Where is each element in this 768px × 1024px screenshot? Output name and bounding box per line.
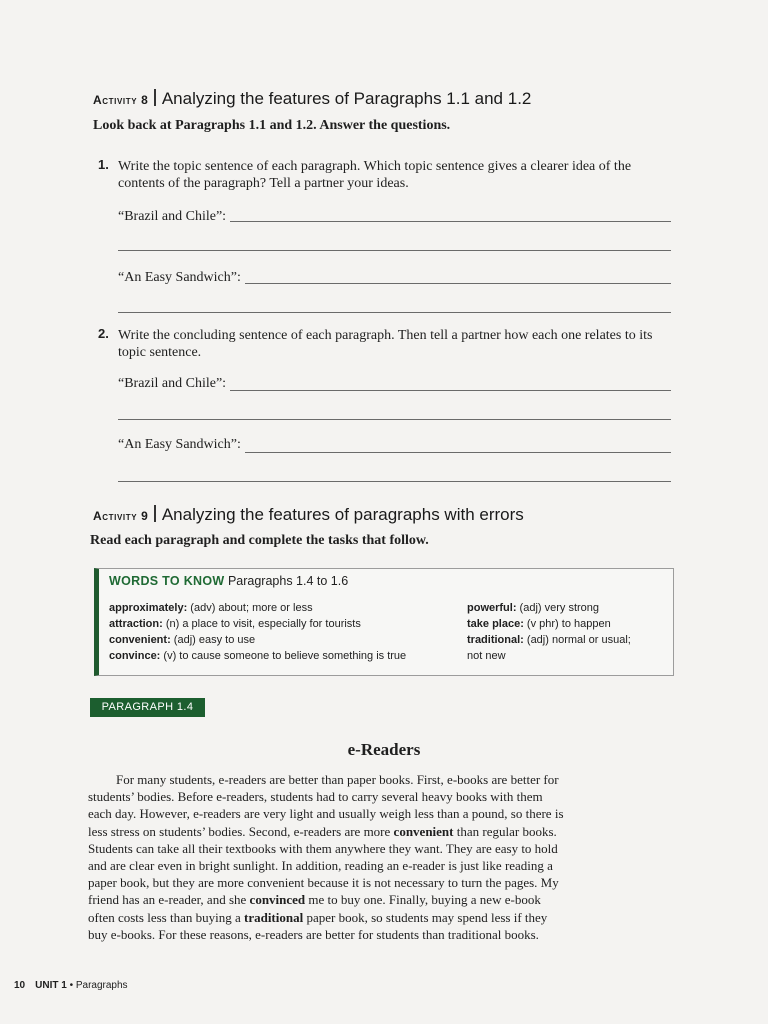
q2-easy-sandwich-label: “An Easy Sandwich”: — [118, 437, 241, 452]
activity-8-label: Activity 8 — [93, 93, 149, 107]
vocab-entry: powerful: (adj) very strong — [467, 602, 600, 614]
words-to-know-box — [94, 568, 674, 676]
activity-9-label: Activity 9 — [93, 509, 149, 523]
reading-text: each day. However, e-readers are very light and usually weigh less than a pound, so there is — [88, 806, 564, 822]
vocab-highlight: convenient — [393, 823, 454, 839]
reading-line — [88, 909, 624, 926]
q1-easy-sandwich-answer-line[interactable] — [245, 283, 671, 284]
activity-8-instruction: Look back at Paragraphs 1.1 and 1.2. Answer the questions. — [93, 118, 451, 133]
reading-line — [88, 874, 624, 891]
reading-text: Students can take all their textbooks with them anywhere they want. They are easy to hold — [88, 840, 558, 856]
question-2-text: Write the concluding sentence of each paragraph. Then tell a partner how each one relates to its topic sentence. — [118, 328, 653, 360]
reading-line — [88, 857, 624, 874]
reading-line — [88, 805, 624, 822]
words-to-know-title: WORDS TO KNOW — [109, 574, 225, 588]
q1-brazil-chile-answer-line-2[interactable] — [118, 250, 671, 251]
activity-9-instruction: Read each paragraph and complete the tasks that follow. — [90, 533, 429, 548]
vocab-entry: convince: (v) to cause someone to believe something is true — [109, 650, 407, 662]
vocab-entry: not new — [467, 650, 506, 662]
words-to-know-subtitle: Paragraphs 1.4 to 1.6 — [227, 574, 349, 588]
q2-easy-sandwich-answer-line[interactable] — [245, 452, 671, 453]
heading-divider — [154, 505, 156, 522]
q2-brazil-chile-label: “Brazil and Chile”: — [118, 376, 227, 391]
q1-brazil-chile-label: “Brazil and Chile”: — [118, 209, 227, 224]
paragraph-badge: PARAGRAPH 1.4 — [90, 698, 205, 717]
question-1-text: Write the topic sentence of each paragraph. Which topic sentence gives a clearer idea of the contents of the paragraph? Tell a partner your ideas. — [118, 159, 632, 191]
vocab-entry: attraction: (n) a place to visit, especially for tourists — [109, 618, 361, 630]
reading-text: often costs less than buying a — [88, 909, 244, 925]
reading-title: e-Readers — [347, 740, 421, 759]
page-footer — [14, 980, 128, 991]
vocab-entry: traditional: (adj) normal or usual; — [467, 634, 631, 646]
reading-line — [88, 771, 624, 788]
reading-text: than regular books. — [453, 823, 557, 839]
reading-text: students’ bodies. Before e-readers, students had to carry several heavy books with them — [88, 789, 543, 805]
words-to-know-heading — [109, 574, 348, 588]
q1-brazil-chile-answer-line[interactable] — [230, 221, 671, 222]
activity-9-title: Analyzing the features of paragraphs with errors — [161, 505, 524, 524]
footer-separator: • — [66, 980, 76, 991]
reading-text: friend has an e-reader, and she — [88, 892, 250, 908]
reading-line — [88, 823, 624, 840]
reading-body — [88, 771, 624, 943]
reading-line — [88, 926, 624, 943]
reading-text: For many students, e-readers are better than paper books. First, e-books are better for — [116, 772, 559, 787]
reading-text: and are clear even in bright sunlight. In addition, reading an e-reader is just like reading a — [88, 858, 553, 874]
question-1-number: 1. — [98, 157, 109, 172]
vocab-column-right — [467, 600, 631, 664]
q2-brazil-chile-answer-line-2[interactable] — [118, 419, 671, 420]
vocab-highlight: traditional — [243, 909, 304, 925]
vocab-highlight: convinced — [249, 892, 306, 908]
reading-text: buy e-books. For these reasons, e-readers are better for students than traditional books. — [88, 926, 539, 942]
vocab-entry: approximately: (adv) about; more or less — [109, 602, 313, 614]
reading-text: paper book, but they are more convenient because it is not necessary to turn the pages. My — [88, 875, 559, 891]
footer-unit: UNIT 1 — [35, 980, 67, 991]
reading-text: less stress on students’ bodies. Second, e-readers are more — [88, 823, 394, 839]
vocab-column-left — [109, 600, 406, 664]
vocab-entry: take place: (v phr) to happen — [467, 618, 611, 630]
activity-8-heading — [93, 89, 531, 109]
q1-easy-sandwich-answer-line-2[interactable] — [118, 312, 671, 313]
q2-brazil-chile-answer-line[interactable] — [230, 390, 671, 391]
reading-text: me to buy one. Finally, buying a new e-book — [305, 892, 541, 908]
reading-text: paper book, so students may spend less if they — [303, 909, 548, 925]
q1-easy-sandwich-label: “An Easy Sandwich”: — [118, 270, 241, 285]
reading-line — [88, 840, 624, 857]
reading-line — [88, 788, 624, 805]
reading-line — [88, 891, 624, 908]
q2-easy-sandwich-answer-line-2[interactable] — [118, 481, 671, 482]
footer-section: Paragraphs — [75, 980, 128, 991]
page-number: 10 — [14, 980, 26, 991]
activity-9-heading — [93, 505, 524, 525]
heading-divider — [154, 89, 156, 106]
activity-8-title: Analyzing the features of Paragraphs 1.1 and 1.2 — [161, 89, 532, 108]
question-2-number: 2. — [98, 326, 109, 341]
vocab-entry: convenient: (adj) easy to use — [109, 634, 256, 646]
